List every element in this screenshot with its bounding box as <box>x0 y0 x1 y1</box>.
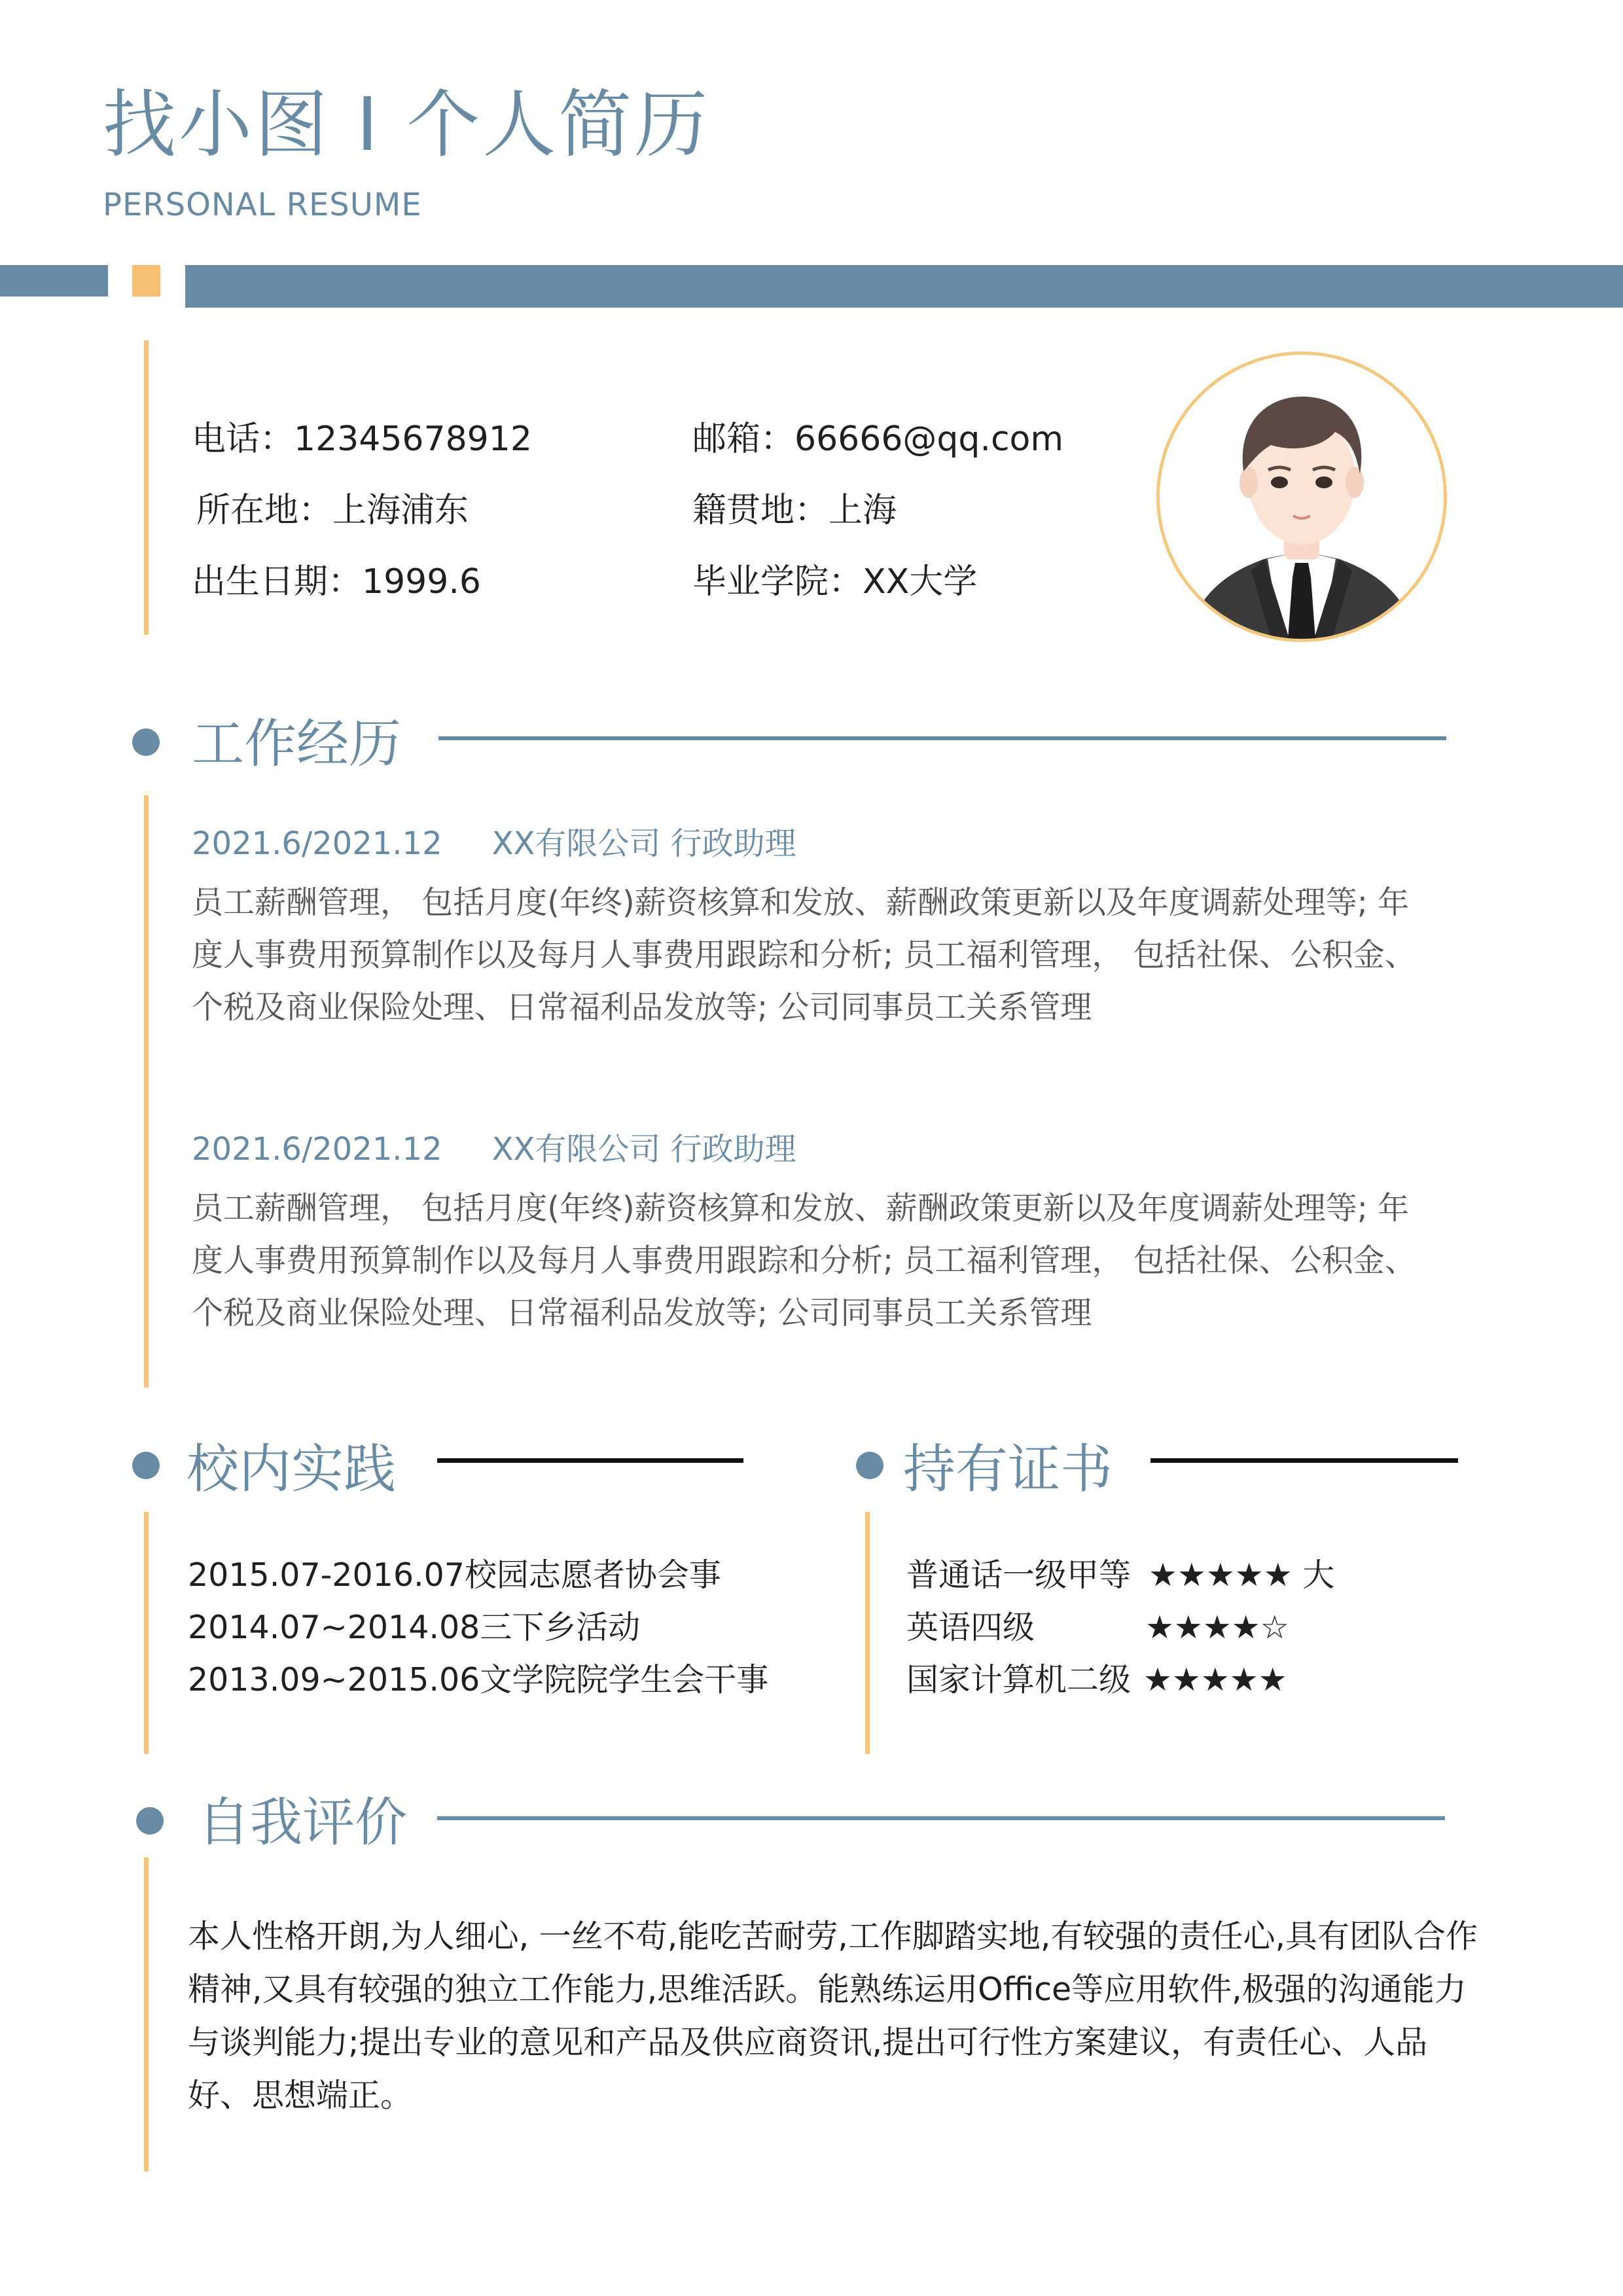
info-location: 所在地：上海浦东 <box>196 491 469 530</box>
header-band-right <box>185 265 1623 308</box>
job-1-company: XX有限公司 行政助理 <box>491 825 796 862</box>
self-section-rule <box>437 1816 1445 1820</box>
job-2-period: 2021.6/2021.12 <box>192 1131 442 1168</box>
certs-section-rule <box>1150 1458 1458 1463</box>
certs-list <box>906 1549 1334 1706</box>
campus-item: 2014.07~2014.08三下乡活动 <box>188 1609 641 1646</box>
job-2-description: 员工薪酬管理， 包括月度(年终)薪资核算和发放、薪酬政策更新以及年度调薪处理等; 年度人事费用预算制作以及每月人事费用跟踪和分析; 员工福利管理， 包括社保、公积金、个税及商业保险处理、日常福利品发放等; 公司同事员工关系管理 <box>192 1190 1416 1331</box>
job-2-company: XX有限公司 行政助理 <box>491 1131 796 1168</box>
campus-item: 2015.07-2016.07校园志愿者协会事 <box>188 1556 721 1594</box>
cert-row <box>906 1549 1334 1602</box>
avatar <box>1156 351 1447 642</box>
campus-section-rule <box>437 1458 743 1463</box>
self-accent-line <box>144 1857 149 2172</box>
cert-name: 英语四级 <box>906 1609 1035 1646</box>
job-1-period: 2021.6/2021.12 <box>192 825 442 862</box>
certs-section-dot <box>856 1452 883 1479</box>
info-accent-line <box>144 340 149 635</box>
page-subtitle: PERSONAL RESUME <box>103 187 422 223</box>
campus-section-dot <box>132 1452 160 1479</box>
work-section-dot <box>132 728 160 756</box>
info-email: 邮箱：66666@qq.com <box>692 420 1064 459</box>
cert-rating: ★★★★★ 大 <box>1149 1556 1335 1594</box>
avatar-illustration <box>1160 355 1444 639</box>
campus-list <box>188 1549 768 1706</box>
self-evaluation-text: 本人性格开朗,为人细心, 一丝不苟,能吃苦耐劳,工作脚踏实地,有较强的责任心,具有团队合作精神,又具有较强的独立工作能力,思维活跃。能熟练运用Office等应用软件,极强的沟通能力与谈判能力;提出专业的意见和产品及供应商资讯,提出可行性方案建议，有责任心、人品好、思想端正。 <box>188 1918 1478 2114</box>
cert-rating: ★★★★★ <box>1143 1661 1287 1698</box>
certs-section-title: 持有证书 <box>903 1439 1113 1499</box>
header-accent-square <box>132 265 160 296</box>
work-accent-line <box>144 795 149 1388</box>
campus-item: 2013.09~2015.06文学院院学生会干事 <box>188 1661 769 1698</box>
campus-section-title: 校内实践 <box>187 1439 396 1499</box>
self-section-dot <box>136 1807 164 1835</box>
work-section-rule <box>438 736 1446 740</box>
job-1-description: 员工薪酬管理， 包括月度(年终)薪资核算和发放、薪酬政策更新以及年度调薪处理等; 年度人事费用预算制作以及每月人事费用跟踪和分析; 员工福利管理， 包括社保、公积金、个税及商业保险处理、日常福利品发放等; 公司同事员工关系管理 <box>192 884 1416 1026</box>
campus-accent-line <box>144 1512 149 1754</box>
page-title: 找小图 I 个人简历 <box>103 82 711 168</box>
cert-name: 普通话一级甲等 <box>906 1556 1132 1594</box>
info-school: 毕业学院：XX大学 <box>692 562 978 601</box>
certs-accent-line <box>865 1512 870 1754</box>
work-section-title: 工作经历 <box>192 713 401 774</box>
info-hometown: 籍贯地：上海 <box>692 491 897 530</box>
cert-row <box>906 1602 1334 1654</box>
info-phone: 电话：12345678912 <box>192 420 532 459</box>
cert-rating: ★★★★☆ <box>1145 1609 1289 1646</box>
header-band-left <box>0 265 108 296</box>
info-birth: 出生日期：1999.6 <box>192 562 481 601</box>
job-2-header <box>192 1124 796 1169</box>
self-section-title: 自我评价 <box>198 1792 407 1853</box>
cert-row <box>906 1654 1334 1706</box>
job-1-header <box>192 818 796 863</box>
cert-name: 国家计算机二级 <box>906 1661 1132 1698</box>
